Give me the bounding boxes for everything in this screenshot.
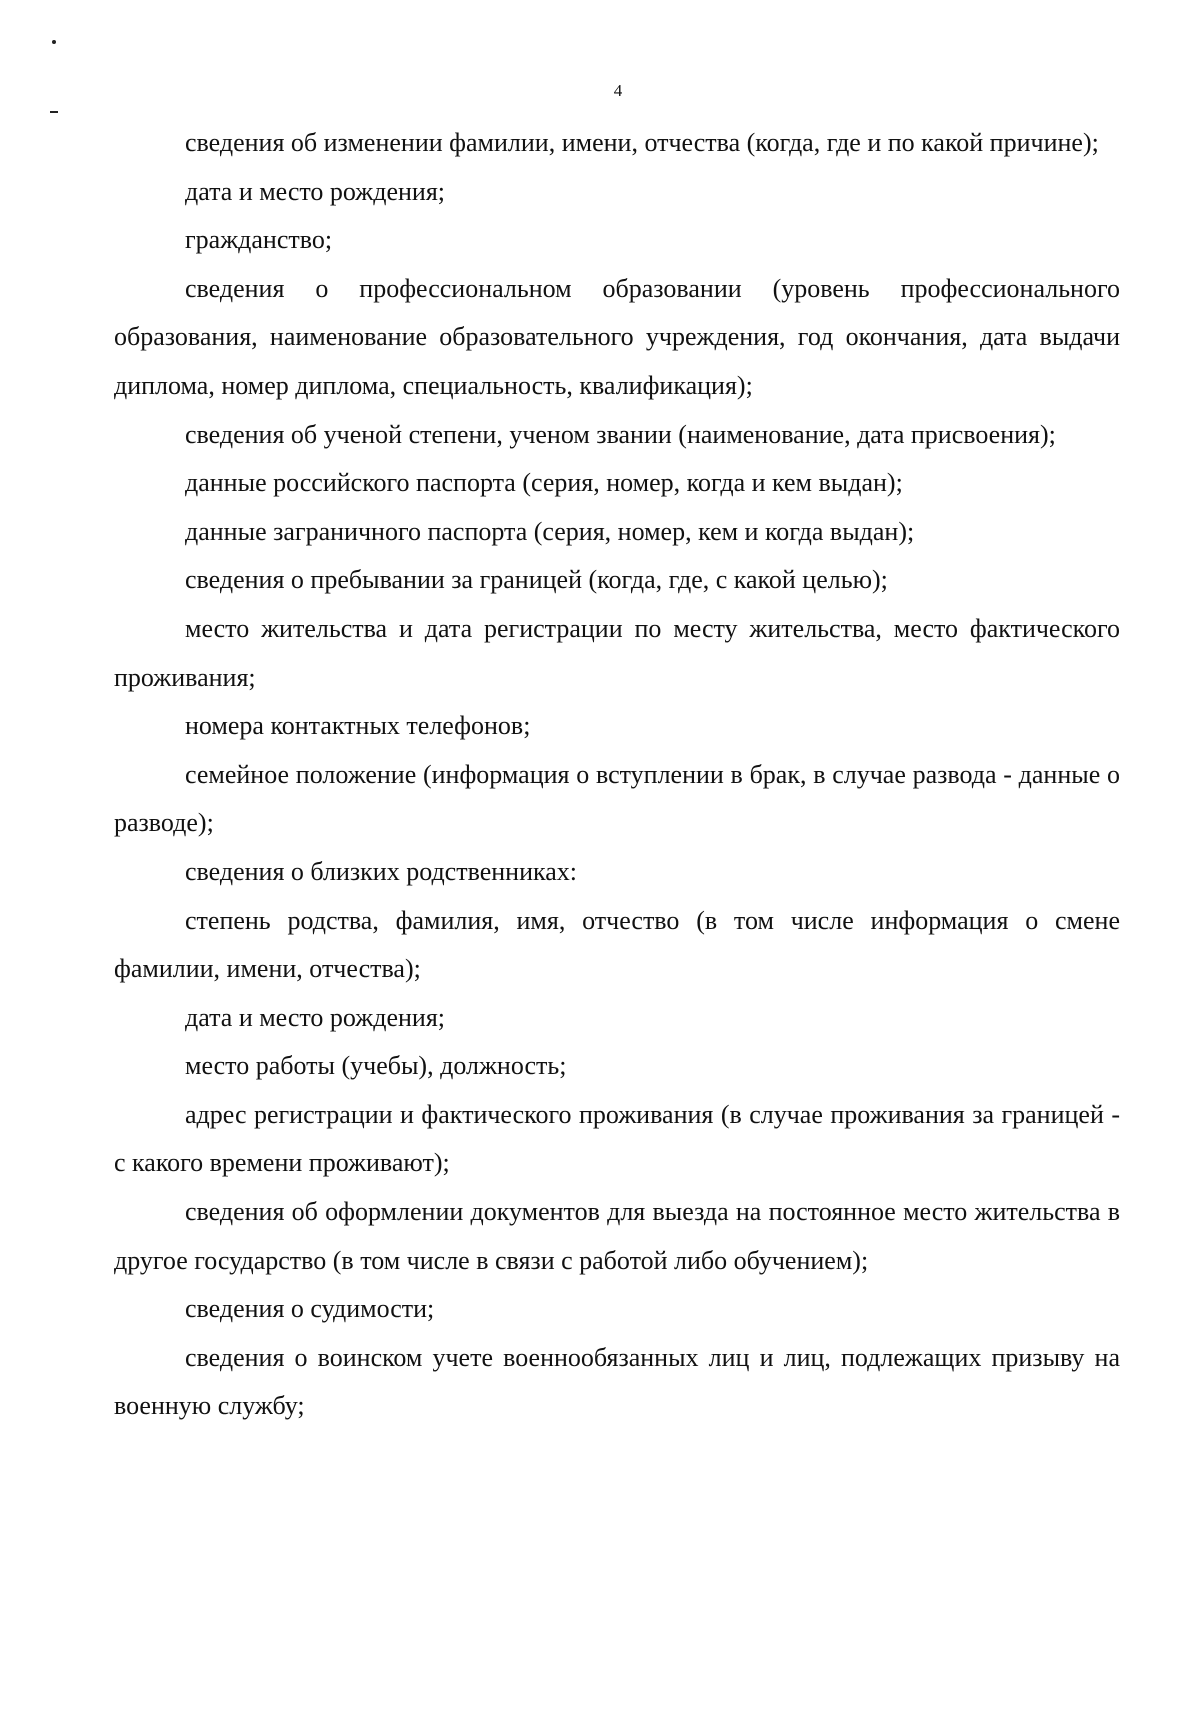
paragraph: сведения о воинском учете военнообязанных лиц и лиц, подлежащих призыву на военную службу; <box>114 1342 1120 1421</box>
paragraph: сведения о пребывании за границей (когда, где, с какой целью); <box>185 565 888 595</box>
paragraph: семейное положение (информация о вступлении в брак, в случае развода - данные о разводе); <box>114 759 1120 838</box>
paragraph: дата и место рождения; <box>185 1002 446 1032</box>
document-body <box>114 119 1120 1431</box>
scan-artifact-dot <box>52 40 56 44</box>
paragraph: сведения об изменении фамилии, имени, отчества (когда, где и по какой причине); <box>185 128 1099 157</box>
paragraph: номера контактных телефонов; <box>185 711 531 741</box>
paragraph: место жительства и дата регистрации по месту жительства, место фактического проживания; <box>114 613 1120 692</box>
paragraph: данные заграничного паспорта (серия, номер, кем и когда выдан); <box>185 516 915 546</box>
paragraph: сведения об ученой степени, ученом звании (наименование, дата присвоения); <box>185 419 1056 449</box>
paragraph: гражданство; <box>185 225 333 255</box>
paragraph: степень родства, фамилия, имя, отчество (в том числе информация о смене фамилии, имени, отчества); <box>114 905 1120 984</box>
paragraph: сведения об оформлении документов для выезда на постоянное место жительства в другое государство (в том числе в связи с работой либо обучением); <box>114 1197 1120 1275</box>
paragraph: место работы (учебы), должность; <box>185 1051 567 1081</box>
page-number: 4 <box>613 81 623 100</box>
paragraph: дата и место рождения; <box>185 176 446 206</box>
paragraph: адрес регистрации и фактического проживания (в случае проживания за границей - с какого времени проживают); <box>114 1099 1120 1178</box>
paragraph: сведения о профессиональном образовании (уровень профессионального образования, наименование образовательного учреждения, год окончания, дата выдачи диплома, номер диплома, специальность, квалификация); <box>114 273 1120 400</box>
paragraph: данные российского паспорта (серия, номер, когда и кем выдан); <box>185 468 903 498</box>
scan-artifact-dash <box>50 111 58 113</box>
paragraph: сведения о судимости; <box>185 1294 435 1324</box>
paragraph: сведения о близких родственниках: <box>185 856 577 886</box>
